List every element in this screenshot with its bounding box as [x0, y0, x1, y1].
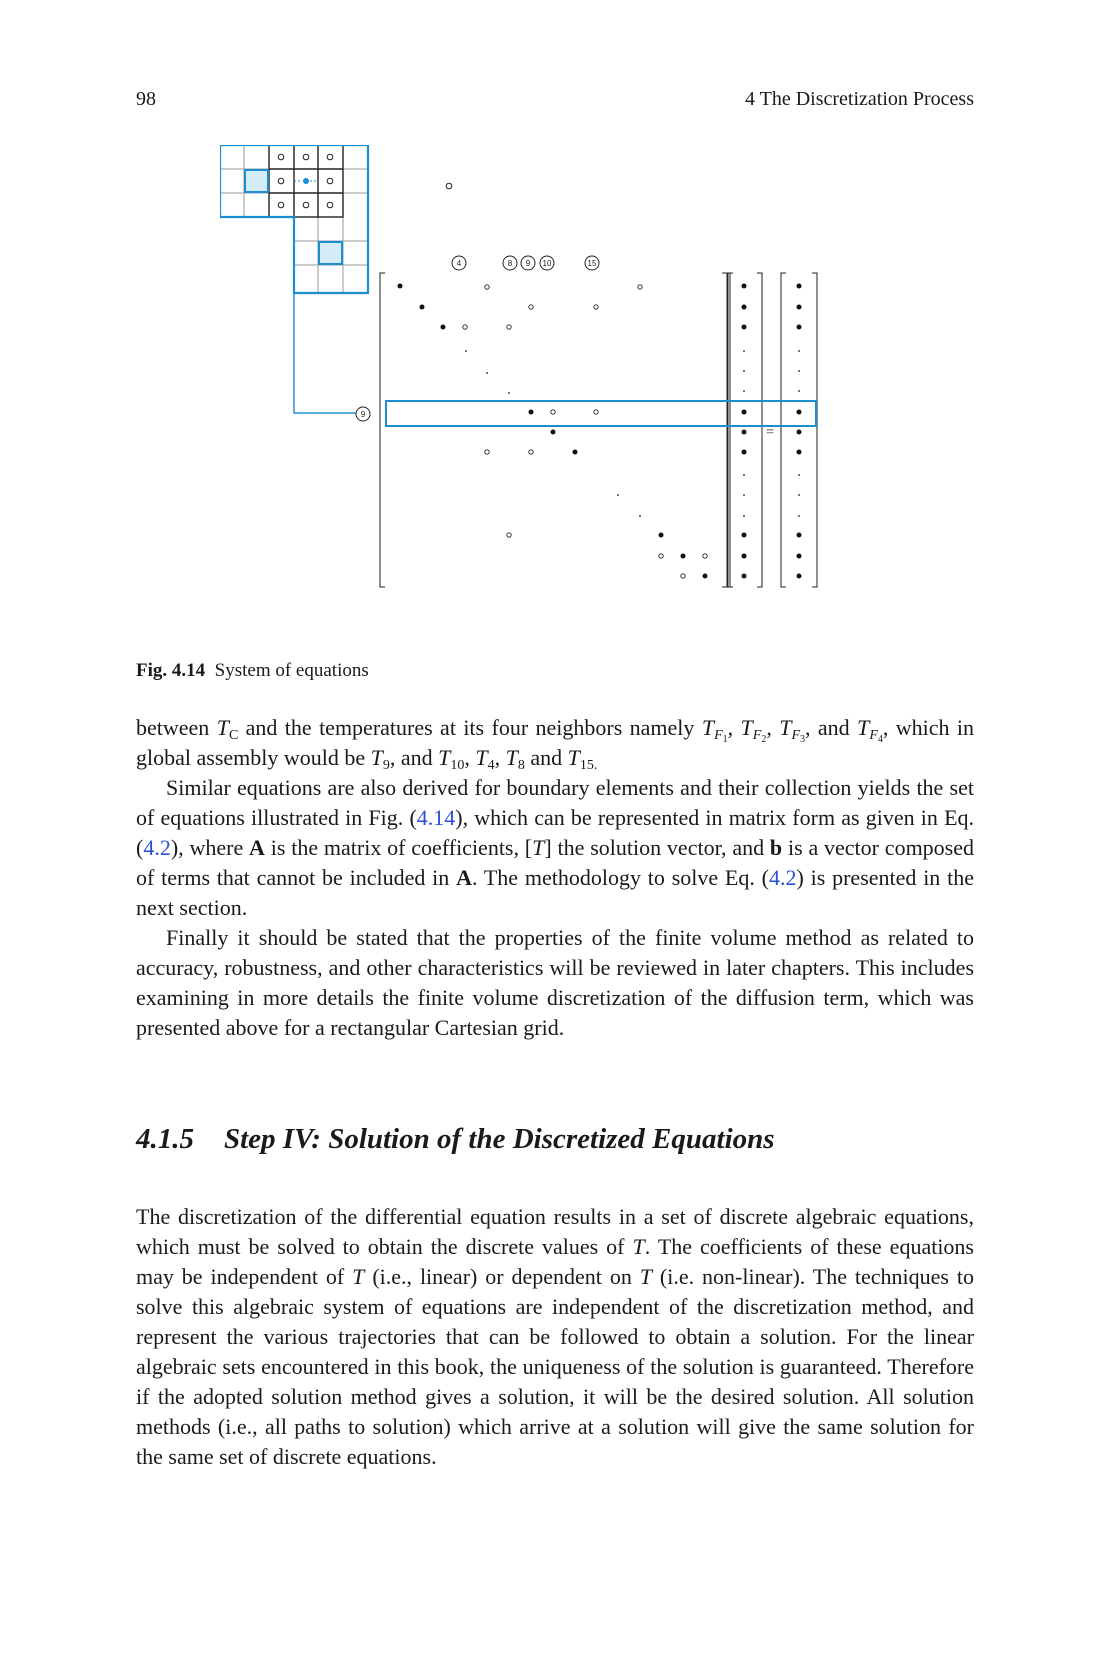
column-label-4: 4	[456, 259, 462, 268]
open-entries	[463, 285, 707, 578]
row-label-9: 9	[360, 410, 366, 419]
center-node	[303, 178, 309, 184]
paragraph-1: between $T_C$ and the temperatures at its four neighbors namely $T_{F_1}$, $T_{F_2}$, $T_{F_3}$, and $T_{F_4}$, which in global assembly would be $T_9$, and $T_{10}$, $T_4$, $T_8$ and $T_{15.}$	[136, 715, 975, 773]
boundary-cell-highlight	[245, 170, 268, 192]
equals-sign: =	[766, 425, 774, 440]
column-labels	[356, 256, 599, 421]
row-connector	[294, 293, 356, 413]
matrix-entries	[398, 284, 708, 579]
paragraph-4: The discretization of the differential equation results in a set of discrete algebraic equations, which must be solved to obtain the discrete values of T. The coefficients of these equations may be independent of T (i.e., linear) or dependent on T (i.e. non-linear). The techniques to solve this algebraic system of equations are independent of the discretization method, and represent the various trajectories that can be followed to obtain a solution. For the linear algebraic sets encountered in this book, the uniqueness of the solution is guaranteed. Therefore if the adopted solution method gives a solution, it will be the desired solution. All solution methods (i.e., all paths to solution) which arrive at a solution will give the same solution for the same set of discrete equations.	[136, 1204, 975, 1469]
row-9-highlight	[386, 401, 816, 426]
rhs-vector	[797, 284, 802, 579]
column-label-8: 8	[507, 259, 513, 268]
column-label-15: 15	[587, 259, 597, 268]
column-label-10: 10	[542, 259, 552, 268]
section-heading: 4.1.5 Step IV: Solution of the Discretized Equations	[136, 1123, 775, 1155]
eq-ref-link[interactable]: 4.2	[143, 835, 171, 860]
matrix-brackets	[380, 273, 817, 587]
solution-vector	[742, 284, 747, 579]
paragraph-2: Similar equations are also derived for boundary elements and their collection yields the set of equations illustrated in Fig. (4.14), which can be represented in matrix form as given in Eq. (4.2), where A is the matrix of coefficients, [T] the solution vector, and b is a vector composed of terms that cannot be included in A. The methodology to solve Eq. (4.2) is presented in the next section.	[136, 775, 975, 920]
paragraph-3: Finally it should be stated that the properties of the finite volume method as related to accuracy, robustness, and other characteristics will be reviewed in later chapters. This includes examining in more details the finite volume discretization of the diffusion term, which was presented above for a rectangular Cartesian grid.	[136, 925, 974, 1040]
column-label-9: 9	[525, 259, 531, 268]
caption-text: System of equations	[214, 660, 369, 681]
running-header: 4 The Discretization Process	[744, 88, 974, 110]
figure-caption	[136, 660, 369, 682]
caption-label: Fig. 4.14	[136, 660, 206, 681]
eq-ref-link[interactable]: 4.2	[769, 865, 797, 890]
boundary-cell-highlight	[319, 242, 342, 264]
fig-ref-link[interactable]: 4.14	[416, 805, 456, 830]
filled-entries	[398, 284, 708, 579]
page-number: 98	[136, 88, 156, 110]
system-of-equations-figure	[220, 145, 900, 645]
